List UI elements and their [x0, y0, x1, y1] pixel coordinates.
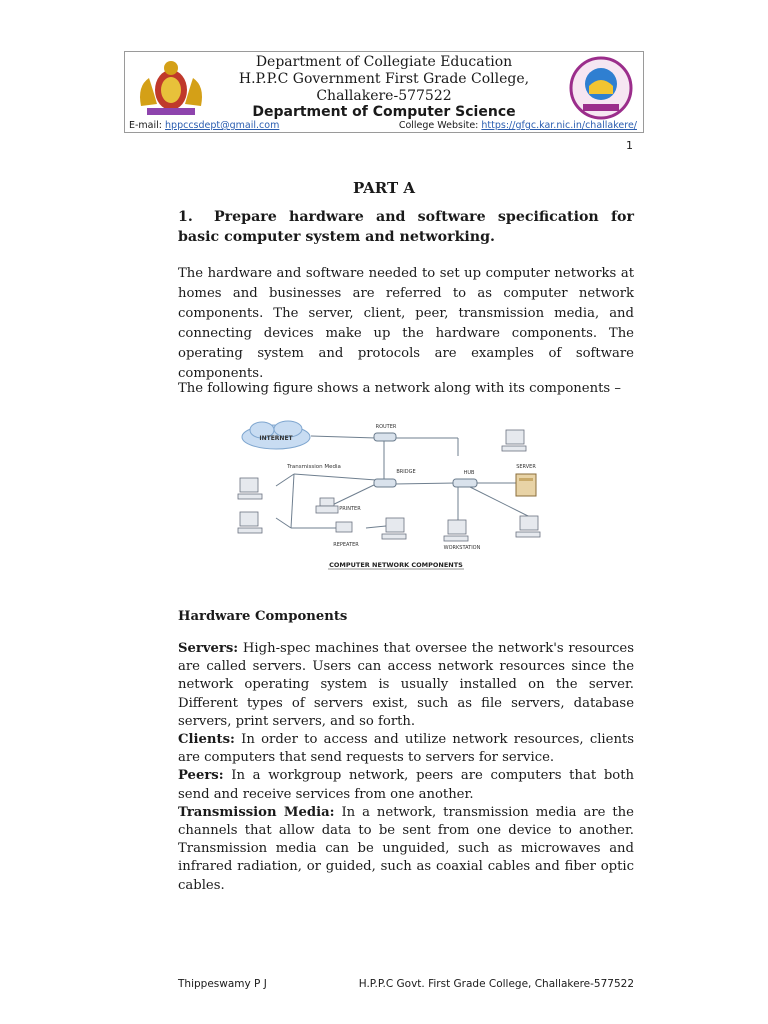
label-hub: HUB — [463, 470, 475, 476]
email-label: E-mail: — [129, 120, 162, 131]
label-printer: PRINTER — [339, 506, 361, 512]
bridge-icon — [374, 479, 396, 487]
label-internet: INTERNET — [259, 435, 293, 442]
repeater-icon — [336, 522, 352, 532]
website-label: College Website: — [398, 120, 479, 131]
figure-caption: COMPUTER NETWORK COMPONENTS — [329, 561, 463, 569]
definition-peers — [178, 767, 634, 803]
definition-text: In a workgroup network, peers are computers that both send and receive services from one another. — [178, 768, 634, 802]
college-seal-logo — [567, 54, 635, 122]
label-repeater: REPEATER — [333, 542, 359, 548]
intro-paragraph: The hardware and software needed to set up computer networks at homes and businesses are referred to as computer network components. The server, client, peer, transmission media, and connecting devices make up the hardware components. The operating system and protocols are examples of software components. — [178, 266, 634, 381]
website-link[interactable]: https://gfgc.kar.nic.in/challakere/ — [481, 120, 637, 131]
definition-term: Transmission Media: — [178, 804, 335, 820]
definitions-block — [178, 640, 634, 895]
definition-term: Servers: — [178, 641, 239, 656]
definition-text: In a network, transmission media are the channels that allow data to be sent from one device to another. Transmission media can be unguided, such as microwaves and infrared radiation, or guided, such as coaxial cables and fiber optic cables. — [178, 804, 634, 893]
computer-icon-workstation — [444, 520, 468, 541]
printer-icon — [316, 498, 338, 513]
definition-transmission-media — [178, 804, 634, 895]
email-line — [129, 120, 279, 131]
website-line — [399, 120, 637, 131]
header-line-1: Department of Collegiate Education — [255, 54, 513, 70]
question-title — [178, 207, 634, 247]
definition-term: Peers: — [178, 768, 224, 784]
hardware-components-heading: Hardware Components — [178, 609, 348, 624]
definition-text: High-spec machines that oversee the network's resources are called servers. Users can access network resources since the network operating system is usually installed on the server. Different types of servers exist, such as file servers, database servers, print servers, and so forth. — [178, 641, 634, 729]
header-college-name: H.P.P.C Government First Grade College, — [238, 71, 530, 87]
question-number: 1. — [178, 209, 193, 225]
footer-author: Thippeswamy P J — [178, 978, 267, 990]
question-text: Prepare hardware and software specification for basic computer system and networking. — [178, 209, 634, 245]
label-workstation: WORKSTATION — [443, 545, 481, 551]
definition-servers — [178, 640, 634, 731]
label-transmission-media: Transmission Media — [287, 464, 341, 470]
computer-icon-bottom-right — [516, 516, 540, 537]
internet-cloud-icon — [242, 421, 310, 449]
email-link[interactable]: hppccsdept@gmail.com — [165, 120, 280, 131]
header-location: Challakere-577522 — [316, 88, 452, 104]
definition-clients — [178, 731, 634, 767]
computer-icon-left-1 — [238, 478, 262, 499]
computer-icon-left-2 — [238, 512, 262, 533]
hub-icon — [453, 479, 477, 487]
letterhead — [124, 51, 644, 133]
label-server: SERVER — [516, 464, 536, 470]
label-bridge: BRIDGE — [396, 469, 416, 475]
definition-term: Clients: — [178, 732, 235, 748]
page-number: 1 — [626, 139, 633, 152]
part-title: PART A — [352, 179, 416, 197]
router-icon — [374, 433, 396, 441]
server-icon — [516, 474, 536, 496]
header-department: Department of Computer Science — [252, 104, 516, 120]
footer-college: H.P.P.C Govt. First Grade College, Challakere-577522 — [358, 978, 634, 990]
computer-icon-top-right — [502, 430, 526, 451]
definition-text: In order to access and utilize network resources, clients are computers that send requests to servers for service. — [178, 732, 634, 766]
figure-intro: The following figure shows a network along with its components – — [178, 381, 621, 396]
network-components-figure — [236, 418, 546, 573]
label-router: ROUTER — [375, 424, 397, 430]
computer-icon-mid — [382, 518, 406, 539]
